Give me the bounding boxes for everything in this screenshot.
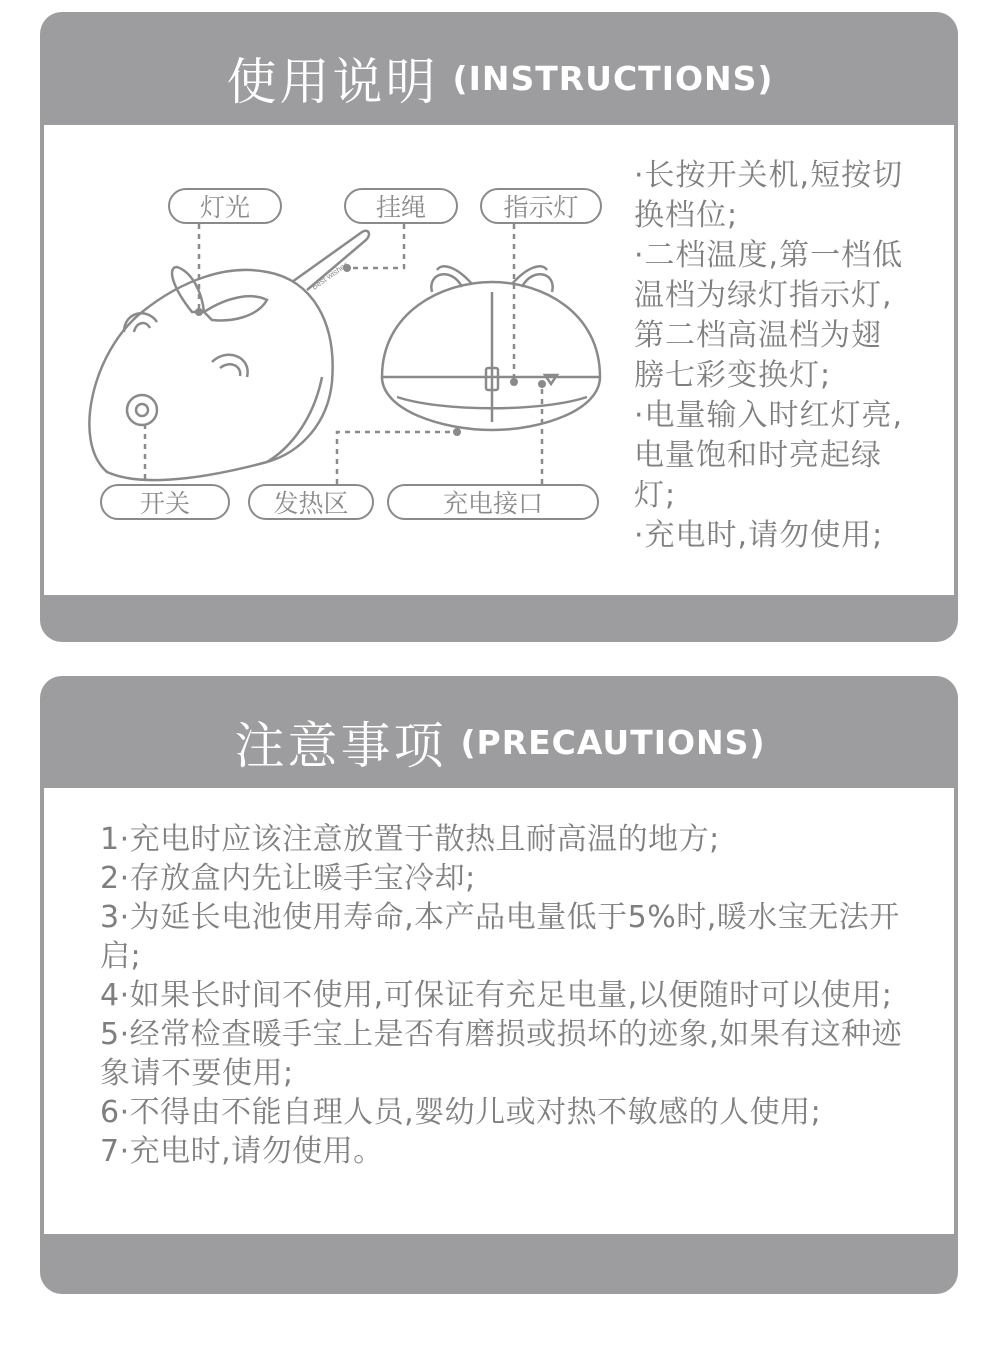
label-switch: 开关 <box>100 484 230 520</box>
label-lanyard: 挂绳 <box>344 188 458 224</box>
precaution-item: 1·充电时应该注意放置于散热且耐高温的地方; <box>100 822 720 857</box>
label-heating-zone: 发热区 <box>248 484 374 520</box>
precaution-item: 6·不得由不能自理人员,婴幼儿或对热不敏感的人使用; <box>100 1095 822 1130</box>
precautions-title-cn: 注意事项 <box>234 717 447 775</box>
instruction-item: ·长按开关机,短按切换档位; <box>634 158 904 233</box>
precaution-item: 3·为延长电池使用寿命,本产品电量低于5%时,暖水宝无法开启; <box>100 900 900 974</box>
product-diagram <box>52 172 612 532</box>
precaution-item: 7·充电时,请勿使用。 <box>100 1134 384 1169</box>
leader-heating <box>337 432 457 484</box>
label-indicator: 指示灯 <box>480 188 602 224</box>
precautions-title-en: (PRECAUTIONS) <box>460 722 766 762</box>
leader-lanyard <box>347 224 404 268</box>
label-charging-port: 充电接口 <box>387 484 599 520</box>
precautions-title <box>0 706 1000 778</box>
instruction-item: ·电量输入时红灯亮,电量饱和时亮起绿灯; <box>634 398 904 513</box>
precaution-item: 4·如果长时间不使用,可保证有充足电量,以便随时可以使用; <box>100 978 893 1013</box>
device-engraving: Best wishes <box>309 259 351 292</box>
instructions-title-en: (INSTRUCTIONS) <box>452 58 774 98</box>
device-side-body <box>89 270 332 480</box>
instructions-title-cn: 使用说明 <box>226 53 439 111</box>
instructions-title <box>0 42 1000 114</box>
product-illustration <box>52 172 612 532</box>
precaution-item: 2·存放盒内先让暖手宝冷却; <box>100 861 476 896</box>
device-switch <box>127 395 157 425</box>
instruction-item: ·二档温度,第一档低温档为绿灯指示灯,第二档高温档为翅膀七彩变换灯; <box>634 238 904 393</box>
instruction-item: ·充电时,请勿使用; <box>634 518 884 553</box>
precaution-item: 5·经常检查暖手宝上是否有磨损或损坏的迹象,如果有这种迹象请不要使用; <box>100 1017 903 1091</box>
label-light: 灯光 <box>168 188 282 224</box>
device-lanyard <box>292 231 369 290</box>
instructions-list <box>634 156 906 556</box>
precautions-list <box>100 820 910 1171</box>
